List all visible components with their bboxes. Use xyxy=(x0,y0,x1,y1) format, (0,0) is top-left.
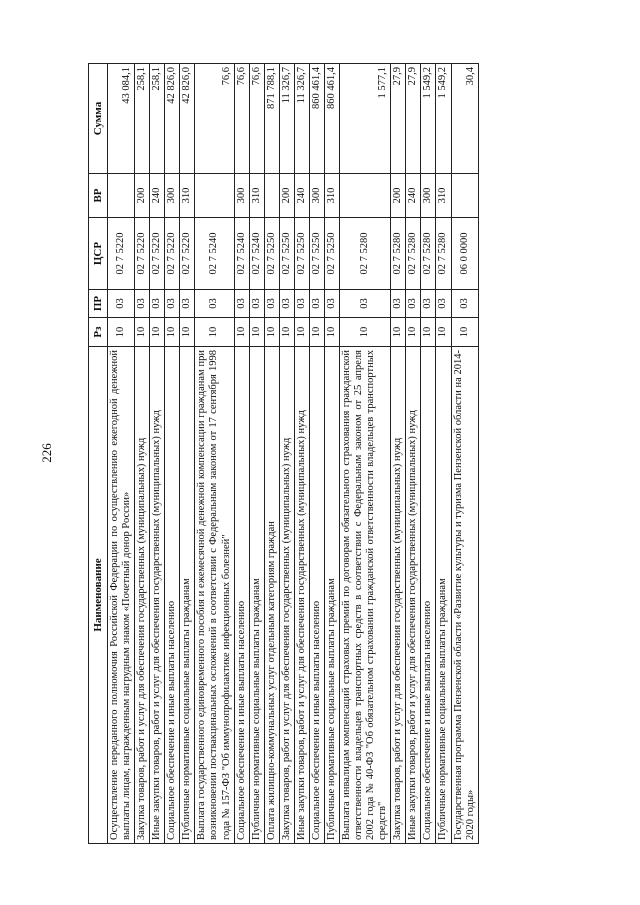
row-sum: 11 326,7 xyxy=(279,64,294,174)
row-vr: 300 xyxy=(421,174,436,218)
row-sum: 27,9 xyxy=(406,64,421,174)
row-vr: 240 xyxy=(406,174,421,218)
row-rz: 10 xyxy=(436,318,451,347)
row-csr: 02 7 5240 xyxy=(234,218,249,290)
table-row xyxy=(264,64,279,844)
budget-table xyxy=(88,63,479,844)
row-vr: 200 xyxy=(391,174,406,218)
row-rz: 10 xyxy=(406,318,421,347)
row-name: Социальное обеспечение и иные выплаты населению xyxy=(421,347,436,844)
table-row xyxy=(436,64,451,844)
row-sum: 860 461,4 xyxy=(309,64,324,174)
row-csr: 02 7 5250 xyxy=(309,218,324,290)
table-row xyxy=(309,64,324,844)
row-sum: 76,6 xyxy=(195,64,234,174)
row-name: Социальное обеспечение и иные выплаты населению xyxy=(165,347,180,844)
row-csr: 02 7 5250 xyxy=(264,218,279,290)
row-vr: 300 xyxy=(234,174,249,218)
row-name: Оплата жилищно-коммунальных услуг отдельным категориям граждан xyxy=(264,347,279,844)
row-csr: 02 7 5250 xyxy=(279,218,294,290)
table-row xyxy=(135,64,150,844)
row-pr: 03 xyxy=(195,290,234,318)
row-name: Иные закупки товаров, работ и услуг для обеспечения государственных (муниципальных) нужд xyxy=(406,347,421,844)
row-csr: 02 7 5280 xyxy=(406,218,421,290)
table-row xyxy=(391,64,406,844)
row-name: Закупка товаров, работ и услуг для обеспечения государственных (муниципальных) нужд xyxy=(279,347,294,844)
row-rz: 10 xyxy=(279,318,294,347)
row-rz: 10 xyxy=(391,318,406,347)
header-vr: ВР xyxy=(89,174,108,218)
header-sum: Сумма xyxy=(89,64,108,174)
header-rz: Рз xyxy=(89,318,108,347)
row-sum: 42 826,0 xyxy=(180,64,195,174)
row-sum: 30,4 xyxy=(451,64,478,174)
row-csr: 02 7 5280 xyxy=(436,218,451,290)
table-row xyxy=(150,64,165,844)
table-row xyxy=(108,64,135,844)
row-name: Социальное обеспечение и иные выплаты населению xyxy=(234,347,249,844)
row-name: Публичные нормативные социальные выплаты гражданам xyxy=(180,347,195,844)
page-number: 226 xyxy=(39,443,54,463)
header-pr: ПР xyxy=(89,290,108,318)
row-csr: 02 7 5220 xyxy=(135,218,150,290)
row-vr: 300 xyxy=(309,174,324,218)
row-name: Выплата инвалидам компенсаций страховых премий по договорам обязательного страхования гражданской ответственности владельцев транспортных средств в соответствии с Федеральным законом от 25 апреля 2002 года № 40-ФЗ "Об обязательном страховании гражданской ответственности владельцев транспортных средств" xyxy=(340,347,391,844)
row-sum: 76,6 xyxy=(249,64,264,174)
table-row xyxy=(195,64,234,844)
row-rz: 10 xyxy=(340,318,391,347)
table-row xyxy=(234,64,249,844)
row-vr: 200 xyxy=(279,174,294,218)
row-rz: 10 xyxy=(195,318,234,347)
row-sum: 1 549,2 xyxy=(421,64,436,174)
row-csr: 02 7 5220 xyxy=(165,218,180,290)
row-rz: 10 xyxy=(150,318,165,347)
row-sum: 860 461,4 xyxy=(324,64,339,174)
row-pr: 03 xyxy=(180,290,195,318)
row-vr: 300 xyxy=(165,174,180,218)
row-name: Осуществление переданного полномочия Российской Федерации по осуществлению ежегодной денежной выплаты лицам, награжденным нагрудным знаком «Почетный донор России» xyxy=(108,347,135,844)
header-name: Наименование xyxy=(89,347,108,844)
row-name: Иные закупки товаров, работ и услуг для обеспечения государственных (муниципальных) нужд xyxy=(294,347,309,844)
row-pr: 03 xyxy=(135,290,150,318)
row-pr: 03 xyxy=(391,290,406,318)
row-csr: 02 7 5220 xyxy=(180,218,195,290)
table-row xyxy=(279,64,294,844)
row-sum: 258,1 xyxy=(135,64,150,174)
row-vr: 310 xyxy=(180,174,195,218)
row-vr: 310 xyxy=(249,174,264,218)
row-name: Закупка товаров, работ и услуг для обеспечения государственных (муниципальных) нужд xyxy=(135,347,150,844)
table-row xyxy=(294,64,309,844)
row-vr: 240 xyxy=(150,174,165,218)
row-csr: 02 7 5240 xyxy=(195,218,234,290)
row-csr: 02 7 5220 xyxy=(108,218,135,290)
row-rz: 10 xyxy=(234,318,249,347)
row-rz: 10 xyxy=(135,318,150,347)
table-row xyxy=(249,64,264,844)
table-row xyxy=(451,64,478,844)
row-sum: 1 577,1 xyxy=(340,64,391,174)
row-csr: 02 7 5280 xyxy=(421,218,436,290)
row-csr: 02 7 5240 xyxy=(249,218,264,290)
row-pr: 03 xyxy=(264,290,279,318)
table-row xyxy=(340,64,391,844)
row-csr: 02 7 5250 xyxy=(324,218,339,290)
row-rz: 10 xyxy=(165,318,180,347)
row-name: Публичные нормативные социальные выплаты гражданам xyxy=(324,347,339,844)
row-rz: 10 xyxy=(451,318,478,347)
row-rz: 10 xyxy=(294,318,309,347)
table-row xyxy=(406,64,421,844)
row-name: Социальное обеспечение и иные выплаты населению xyxy=(309,347,324,844)
row-name: Выплата государственного единовременного пособия и ежемесячной денежной компенсации гражданам при возникновении поствакцинальных осложнений в соответствии с Федеральным законом от 17 сентября 1998 года № 157-ФЗ "Об иммунопрофилактике инфекционных болезней" xyxy=(195,347,234,844)
row-csr: 02 7 5280 xyxy=(391,218,406,290)
rotated-page-content xyxy=(88,64,560,844)
row-csr: 02 7 5220 xyxy=(150,218,165,290)
row-pr: 03 xyxy=(234,290,249,318)
row-pr: 03 xyxy=(108,290,135,318)
row-pr: 03 xyxy=(279,290,294,318)
row-rz: 10 xyxy=(324,318,339,347)
row-vr: 310 xyxy=(436,174,451,218)
row-sum: 1 549,2 xyxy=(436,64,451,174)
row-sum: 43 084,1 xyxy=(108,64,135,174)
row-vr: 200 xyxy=(135,174,150,218)
row-vr xyxy=(108,174,135,218)
row-vr: 240 xyxy=(294,174,309,218)
row-rz: 10 xyxy=(108,318,135,347)
row-rz: 10 xyxy=(309,318,324,347)
row-pr: 03 xyxy=(421,290,436,318)
row-rz: 10 xyxy=(180,318,195,347)
row-csr: 06 0 0000 xyxy=(451,218,478,290)
row-vr xyxy=(340,174,391,218)
row-pr: 03 xyxy=(294,290,309,318)
table-row xyxy=(421,64,436,844)
row-csr: 02 7 5250 xyxy=(294,218,309,290)
table-body xyxy=(108,64,479,844)
row-pr: 03 xyxy=(451,290,478,318)
row-name: Публичные нормативные социальные выплаты гражданам xyxy=(249,347,264,844)
row-pr: 03 xyxy=(150,290,165,318)
row-csr: 02 7 5280 xyxy=(340,218,391,290)
row-pr: 03 xyxy=(340,290,391,318)
row-vr xyxy=(264,174,279,218)
table-row xyxy=(180,64,195,844)
row-sum: 11 326,7 xyxy=(294,64,309,174)
header-csr: ЦСР xyxy=(89,218,108,290)
row-name: Иные закупки товаров, работ и услуг для обеспечения государственных (муниципальных) нужд xyxy=(150,347,165,844)
row-pr: 03 xyxy=(436,290,451,318)
row-pr: 03 xyxy=(309,290,324,318)
row-sum: 42 826,0 xyxy=(165,64,180,174)
table-row xyxy=(165,64,180,844)
row-name: Закупка товаров, работ и услуг для обеспечения государственных (муниципальных) нужд xyxy=(391,347,406,844)
row-sum: 258,1 xyxy=(150,64,165,174)
row-name: Публичные нормативные социальные выплаты гражданам xyxy=(436,347,451,844)
row-vr xyxy=(195,174,234,218)
row-rz: 10 xyxy=(249,318,264,347)
table-row xyxy=(324,64,339,844)
row-rz: 10 xyxy=(421,318,436,347)
table-header xyxy=(89,64,108,844)
row-sum: 76,6 xyxy=(234,64,249,174)
row-sum: 871 788,1 xyxy=(264,64,279,174)
row-vr: 310 xyxy=(324,174,339,218)
row-name: Государственная программа Пензенской области «Развитие культуры и туризма Пензенской области на 2014-2020 годы» xyxy=(451,347,478,844)
row-sum: 27,9 xyxy=(391,64,406,174)
row-pr: 03 xyxy=(324,290,339,318)
row-pr: 03 xyxy=(249,290,264,318)
row-rz: 10 xyxy=(264,318,279,347)
row-pr: 03 xyxy=(406,290,421,318)
row-pr: 03 xyxy=(165,290,180,318)
row-vr xyxy=(451,174,478,218)
